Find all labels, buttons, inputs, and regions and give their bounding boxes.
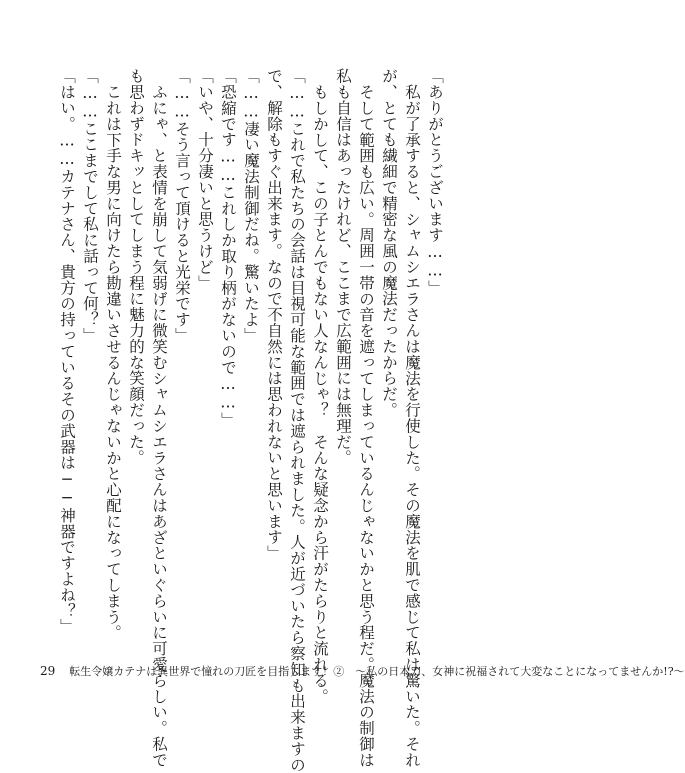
text-column: そして範囲も広い。周囲一帯の音を遮ってしまっているんじゃないかと思う程だ。魔法の制御は	[357, 84, 375, 768]
text-column: 「……凄い魔法制御だね。驚いたよ」	[242, 68, 260, 344]
page-number: 29	[40, 664, 56, 678]
text-column: 「……そう言って頂けると光栄です」	[173, 68, 191, 344]
text-column: 「恐縮です……これしか取り柄がないので……」	[219, 68, 237, 428]
text-column: 「……ここまでして私に話って何？」	[81, 68, 99, 344]
book-title: 転生令嬢カテナは異世界で憧れの刀匠を目指します！② ～私の日本刀、女神に祝福されて大変なことになってませんか!?～	[69, 665, 685, 678]
text-column: 「はい。……カテナさん、貴方の持っているその武器は──神器ですよね？」	[58, 68, 76, 635]
text-column: もしかして、この子とんでもない人なんじゃ？ そんな疑念から汗がたらりと流れる。	[311, 84, 329, 705]
text-column: 「ありがとうございます……」	[426, 68, 444, 296]
text-column: 私も自信はあったけれど、ここまで広範囲には無理だ。	[334, 68, 352, 466]
page-footer	[40, 663, 685, 679]
text-column: ふにゃ、と表情を崩して気弱げに微笑むシャムシエラさんはあざといぐらいに可愛らしい。私で	[150, 84, 168, 768]
text-column: これは下手な男に向けたら勘違いさせるんじゃないかと心配になってしまう。	[104, 84, 122, 641]
text-column: で、解除もすぐ出来ます。なので不自然には思われないと思います」	[265, 68, 283, 561]
text-column: 「……これで私たちの会話は目視可能な範囲では遮られました。人が近づいたら察知も出来ますの	[288, 68, 306, 773]
text-column: 私が了承すると、シャムシエラさんは魔法を行使した。その魔法を肌で感じて私は驚いた。それ	[403, 84, 421, 768]
text-column: も思わずドキッとしてしまう程に魅力的な笑顔だった。	[127, 68, 145, 466]
text-column: が、とても繊細で精密な風の魔法だったからだ。	[380, 68, 398, 418]
text-column: 「いや、十分凄いと思うけど」	[196, 68, 214, 291]
